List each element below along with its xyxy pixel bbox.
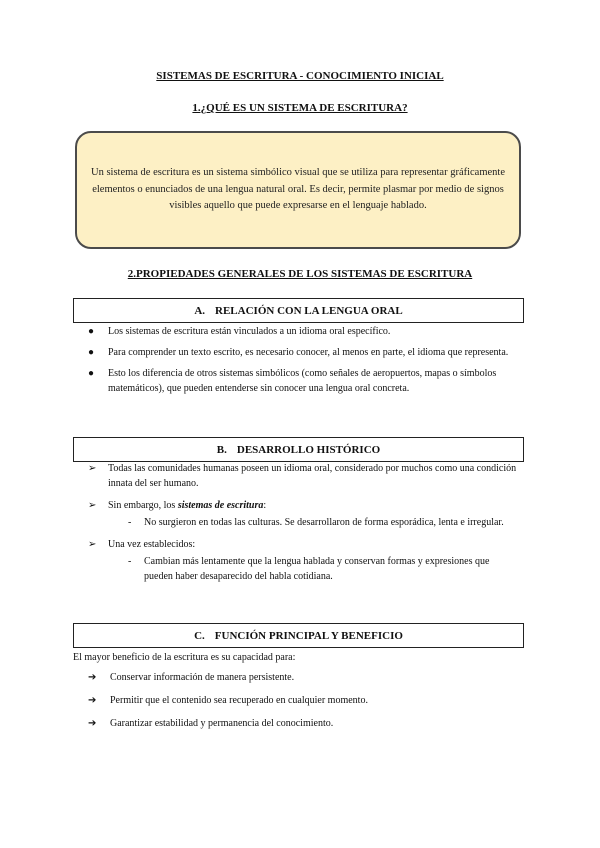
arrow-right-icon: ➔ (88, 672, 97, 683)
list-item: ● Los sistemas de escritura están vinculados a un idioma oral específico. (88, 326, 391, 337)
arrow-right-icon: ➔ (88, 718, 97, 729)
dash-marker: - (128, 556, 132, 567)
arrow-right-icon: ➔ (88, 695, 97, 706)
definition-callout (75, 131, 521, 249)
list-item: ➔ Garantizar estabilidad y permanencia del conocimiento. (88, 718, 334, 729)
list-item: ● Esto los diferencia de otros sistemas simbólicos (como señales de aeropuertos, mapas o símbolos matemáticos), que pueden entenderse sin conocer una lengua oral concreta. (88, 368, 497, 394)
sub-list-item: - Cambian más lentamente que la lengua hablada y conservan formas y expresiones que pueden haber desaparecido del habla cotidiana. (128, 556, 490, 582)
list-item: ➢ Todas las comunidades humanas poseen un idioma oral, considerado por muchos como una condición innata del ser humano. (88, 463, 517, 489)
list-item: ➔ Conservar información de manera persistente. (88, 672, 295, 683)
section-c-list (88, 670, 528, 739)
section-2-title: 2.PROPIEDADES GENERALES DE LOS SISTEMAS DE ESCRITURA (127, 268, 473, 280)
section-c-letter: C. (194, 629, 205, 642)
sub-list (108, 515, 520, 530)
arrowhead-icon: ➢ (88, 463, 97, 474)
list-item: ➔ Permitir que el contenido sea recuperado en cualquier momento. (88, 695, 368, 706)
section-c-intro: El mayor beneficio de la escritura es su capacidad para: (73, 652, 296, 663)
section-b-list (80, 461, 520, 591)
definition-text: Un sistema de escritura es un sistema simbólico visual que se utiliza para representar gráficamente elementos o enunciados de una lengua natural oral. Es decir, permite plasmar por medio de signos visibles aquello que puede expresarse en el lenguaje hablado. (90, 167, 506, 212)
section-a-list (80, 324, 520, 402)
bullet-icon: ● (88, 326, 95, 337)
list-item: ➢ Una vez establecidos: - Cambian más lentamente que la lengua hablada y conservan formas y expresiones que pueden haber desaparecido del habla cotidiana. (80, 537, 520, 584)
section-b-heading (73, 437, 524, 462)
dash-marker: - (128, 517, 132, 528)
sub-list-item: - No surgieron en todas las culturas. Se desarrollaron de forma esporádica, lenta e irregular. (128, 517, 504, 528)
section-b-heading-text: DESARROLLO HISTÓRICO (236, 443, 381, 456)
list-item: ● Para comprender un texto escrito, es necesario conocer, al menos en parte, el idioma que representa. (88, 347, 509, 358)
list-item: ➢ Sin embargo, los sistemas de escritura: - No surgieron en todas las culturas. Se desarrollaron de forma esporádica, lenta e irregular. (80, 498, 520, 530)
section-1-title: 1.¿QUÉ ES UN SISTEMA DE ESCRITURA? (192, 102, 408, 114)
section-a-heading (73, 298, 524, 323)
arrowhead-icon: ➢ (88, 500, 97, 511)
sub-list (108, 554, 520, 584)
section-b-letter: B. (216, 443, 227, 456)
arrowhead-icon: ➢ (88, 539, 97, 550)
section-c-heading-text: FUNCIÓN PRINCIPAL Y BENEFICIO (214, 629, 403, 642)
bold-term: sistemas de escritura (177, 500, 264, 511)
document-title: SISTEMAS DE ESCRITURA - CONOCIMIENTO INICIAL (156, 70, 444, 82)
section-a-letter: A. (194, 304, 206, 317)
bullet-icon: ● (88, 368, 95, 379)
bullet-icon: ● (88, 347, 95, 358)
section-c-heading (73, 623, 524, 648)
section-a-heading-text: RELACIÓN CON LA LENGUA ORAL (215, 304, 403, 317)
